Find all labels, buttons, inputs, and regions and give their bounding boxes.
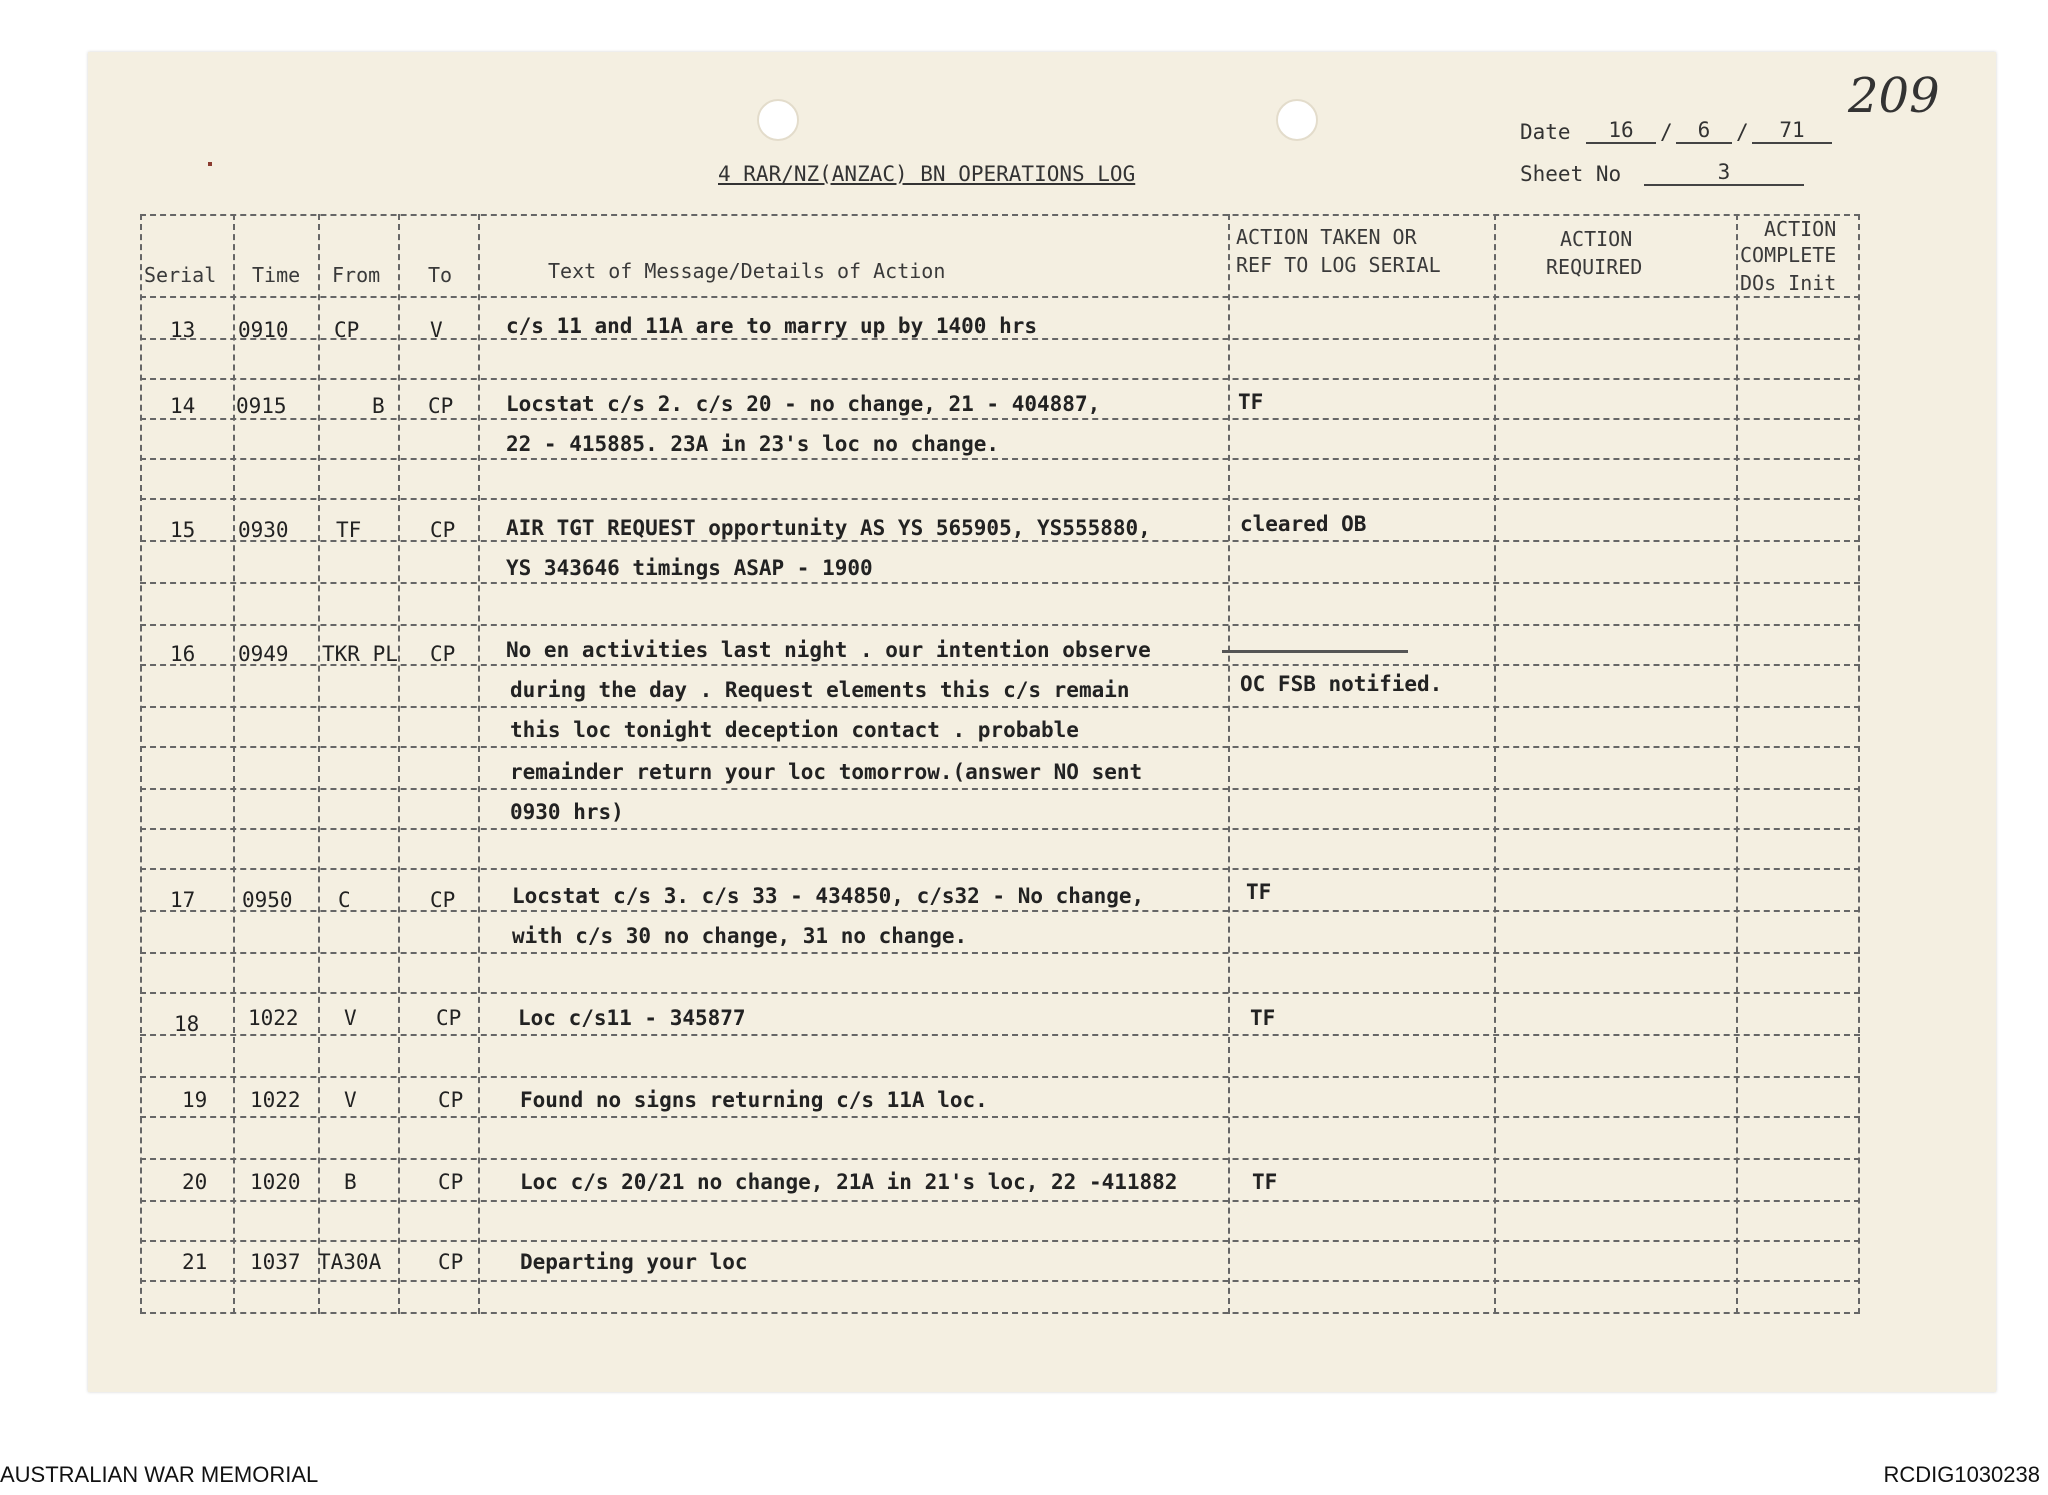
- row-13-from: CP: [334, 318, 360, 342]
- punch-hole-right: [1276, 99, 1318, 141]
- header-action-taken-line1: ACTION TAKEN OR: [1236, 225, 1417, 249]
- document-title: 4 RAR/NZ(ANZAC) BN OPERATIONS LOG: [718, 162, 1136, 186]
- row-14-action-taken: TF: [1238, 390, 1264, 414]
- date-label: Date: [1520, 120, 1571, 144]
- row-18-from: V: [344, 1006, 357, 1030]
- row-20-serial: 20: [182, 1170, 208, 1194]
- row-13-to: V: [430, 318, 443, 342]
- row-16-from: TKR PL: [322, 642, 398, 666]
- footer-institution: AUSTRALIAN WAR MEMORIAL: [0, 1462, 319, 1487]
- row-rule: [140, 992, 1860, 994]
- row-rule: [140, 1076, 1860, 1078]
- row-rule: [140, 1034, 1860, 1036]
- row-rule: [140, 868, 1860, 870]
- row-rule: [140, 1280, 1860, 1282]
- row-rule: [140, 338, 1860, 340]
- row-18-text-line1: Loc c/s11 - 345877: [518, 1006, 746, 1030]
- row-14-from: B: [372, 394, 385, 418]
- header-action-required-line2: REQUIRED: [1546, 255, 1643, 279]
- row-rule: [140, 1158, 1860, 1160]
- row-16-text-line3: this loc tonight deception contact . probable: [510, 718, 1079, 742]
- row-14-text-line2: 22 - 415885. 23A in 23's loc no change.: [506, 432, 1000, 456]
- row-13-time: 0910: [238, 318, 289, 342]
- row-19-text-line1: Found no signs returning c/s 11A loc.: [520, 1088, 988, 1112]
- row-17-time: 0950: [242, 888, 293, 912]
- row-17-from: C: [338, 888, 351, 912]
- row-16-serial: 16: [170, 642, 196, 666]
- row-21-text-line1: Departing your loc: [520, 1250, 748, 1274]
- row-20-to: CP: [438, 1170, 464, 1194]
- ink-speck: [208, 162, 212, 166]
- row-21-to: CP: [438, 1250, 464, 1274]
- row-16-to: CP: [430, 642, 456, 666]
- row-15-text-line2: YS 343646 timings ASAP - 1900: [506, 556, 873, 580]
- row-21-time: 1037: [250, 1250, 301, 1274]
- header-to: To: [428, 263, 453, 287]
- row-19-serial: 19: [182, 1088, 208, 1112]
- row-17-action-taken: TF: [1246, 880, 1272, 904]
- row-15-action-taken: cleared OB: [1240, 512, 1367, 536]
- row-rule: [140, 378, 1860, 380]
- row-17-serial: 17: [170, 888, 196, 912]
- row-rule: [140, 458, 1860, 460]
- row-rule: [140, 296, 1860, 298]
- header-action-required-line1: ACTION: [1560, 227, 1633, 251]
- date-year: 71: [1752, 118, 1832, 144]
- row-rule: [140, 952, 1860, 954]
- footer-catalogue-id: RCDIG1030238: [1883, 1462, 2040, 1487]
- row-17-to: CP: [430, 888, 456, 912]
- row-21-serial: 21: [182, 1250, 208, 1274]
- row-19-from: V: [344, 1088, 357, 1112]
- row-13-text-line1: c/s 11 and 11A are to marry up by 1400 hrs: [506, 314, 1038, 338]
- row-rule: [140, 540, 1860, 542]
- row-18-serial: 18: [174, 1012, 200, 1036]
- folio-number: 209: [1848, 68, 1940, 124]
- row-rule: [140, 418, 1860, 420]
- row-13-serial: 13: [170, 318, 196, 342]
- row-rule: [140, 624, 1860, 626]
- row-19-time: 1022: [250, 1088, 301, 1112]
- header-from: From: [332, 263, 381, 287]
- row-rule: [140, 214, 1860, 216]
- row-17-text-line2: with c/s 30 no change, 31 no change.: [512, 924, 968, 948]
- row-20-time: 1020: [250, 1170, 301, 1194]
- header-action-complete-line2: COMPLETE: [1740, 243, 1837, 267]
- row-18-action-taken: TF: [1250, 1006, 1276, 1030]
- row-rule: [140, 1200, 1860, 1202]
- header-text-of-message: Text of Message/Details of Action: [548, 259, 946, 283]
- row-18-to: CP: [436, 1006, 462, 1030]
- date-day: 16: [1586, 118, 1656, 144]
- row-18-time: 1022: [248, 1006, 299, 1030]
- row-14-time: 0915: [236, 394, 287, 418]
- row-rule: [140, 788, 1860, 790]
- row-16-action-taken: OC FSB notified.: [1240, 672, 1443, 696]
- row-15-from: TF: [336, 518, 362, 542]
- row-16-text-line5: 0930 hrs): [510, 800, 624, 824]
- header-serial: Serial: [144, 263, 217, 287]
- row-16-text-line4: remainder return your loc tomorrow.(answer NO sent: [510, 760, 1143, 784]
- punch-hole-left: [757, 99, 799, 141]
- row-14-serial: 14: [170, 394, 196, 418]
- row-rule: [140, 706, 1860, 708]
- row-rule: [140, 1240, 1860, 1242]
- row-20-text-line1: Loc c/s 20/21 no change, 21A in 21's loc, 22 -411882: [520, 1170, 1178, 1194]
- sheet-no-value: 3: [1644, 160, 1804, 186]
- row-19-to: CP: [438, 1088, 464, 1112]
- row-15-serial: 15: [170, 518, 196, 542]
- header-action-taken-line2: REF TO LOG SERIAL: [1236, 253, 1441, 277]
- row-rule: [140, 746, 1860, 748]
- date-month: 6: [1676, 118, 1732, 144]
- row-20-action-taken: TF: [1252, 1170, 1278, 1194]
- header-action-complete-line3: DOs Init: [1740, 271, 1837, 295]
- row-21-from: TA30A: [318, 1250, 382, 1274]
- row-rule: [140, 1312, 1860, 1314]
- row-rule: [140, 498, 1860, 500]
- row-15-time: 0930: [238, 518, 289, 542]
- sheet-no-label: Sheet No: [1520, 162, 1622, 186]
- row-16-time: 0949: [238, 642, 289, 666]
- row-15-text-line1: AIR TGT REQUEST opportunity AS YS 565905, YS555880,: [506, 516, 1151, 540]
- row-16-text-line1: No en activities last night . our intention observe: [506, 638, 1151, 662]
- row-14-text-line1: Locstat c/s 2. c/s 20 - no change, 21 - 404887,: [506, 392, 1101, 416]
- date-slash-1: /: [1660, 120, 1673, 144]
- operations-log-table: [140, 214, 1860, 1314]
- header-action-complete-line1: ACTION: [1764, 217, 1837, 241]
- row-17-text-line1: Locstat c/s 3. c/s 33 - 434850, c/s32 - No change,: [512, 884, 1145, 908]
- row-15-to: CP: [430, 518, 456, 542]
- row-20-from: B: [344, 1170, 357, 1194]
- row-rule: [140, 828, 1860, 830]
- row-14-to: CP: [428, 394, 454, 418]
- row-rule: [140, 664, 1860, 666]
- date-slash-2: /: [1736, 120, 1749, 144]
- header-time: Time: [252, 263, 301, 287]
- row-rule: [140, 1116, 1860, 1118]
- row-rule: [140, 582, 1860, 584]
- row-16-text-line2: during the day . Request elements this c/s remain: [510, 678, 1130, 702]
- row-rule: [140, 910, 1860, 912]
